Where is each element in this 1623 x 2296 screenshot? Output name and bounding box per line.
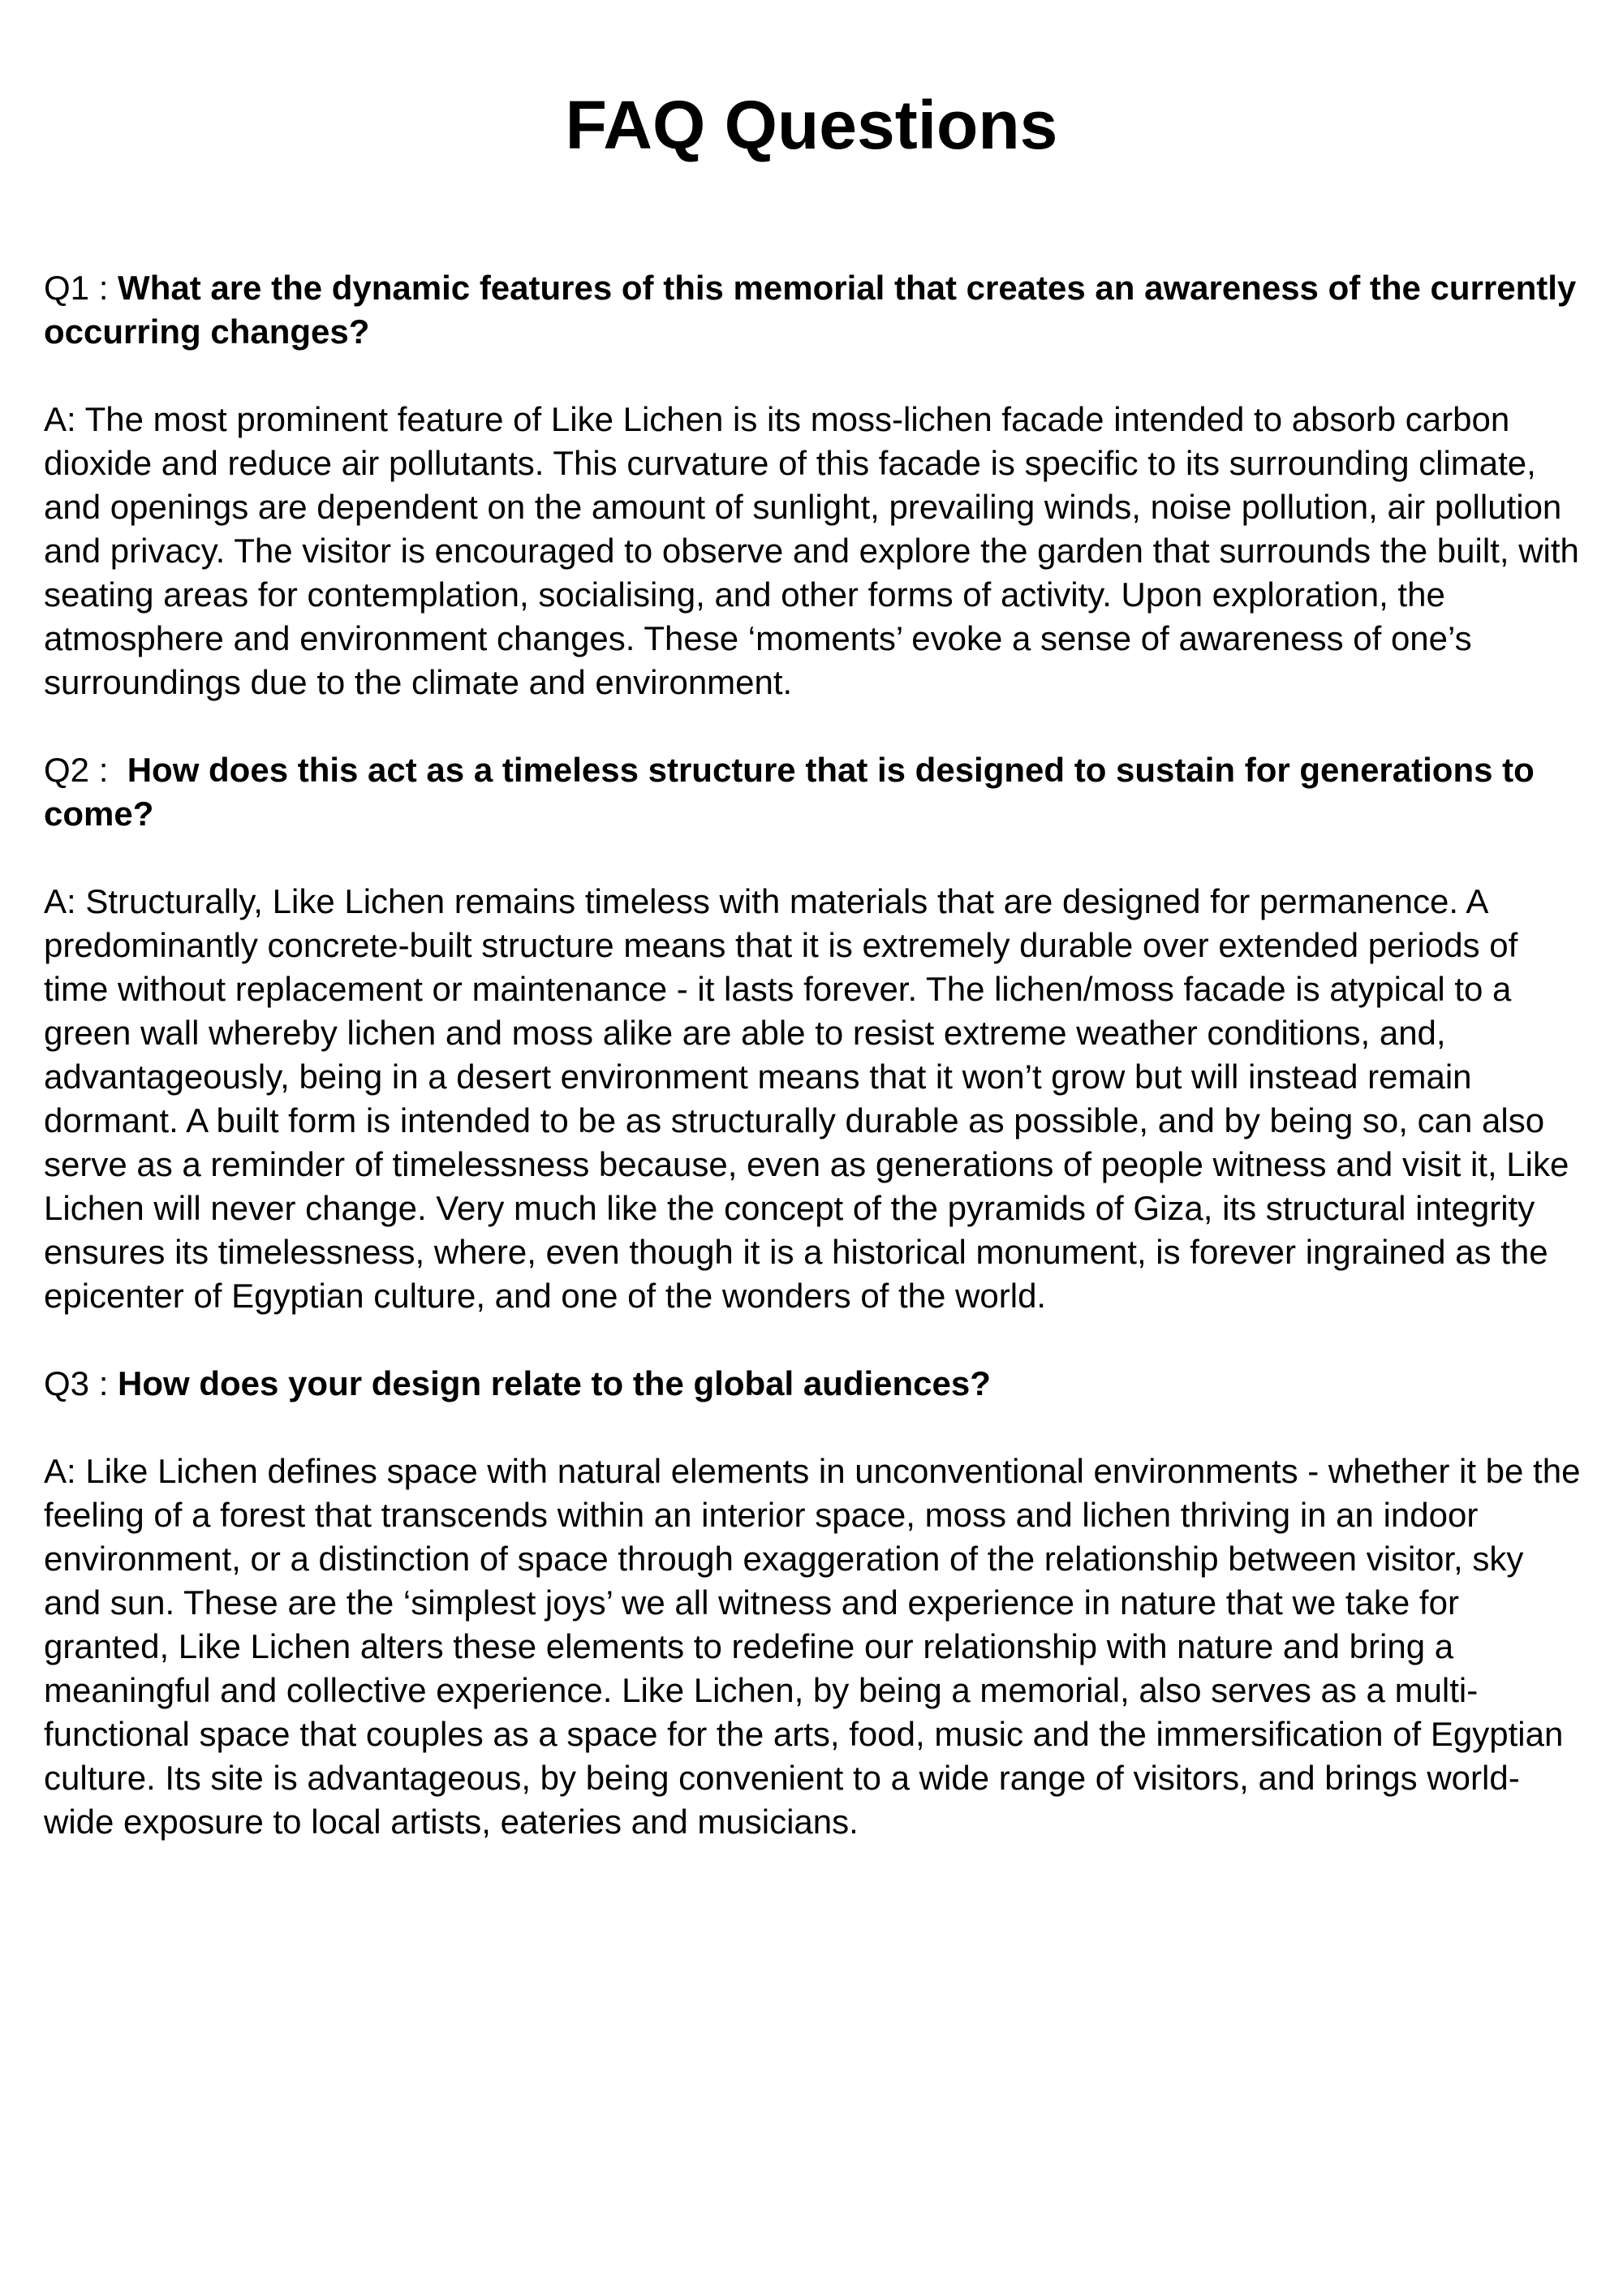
question-label: Q1 : [44,269,118,307]
question-text: How does this act as a timeless structure that is designed to sustain for generations to come? [44,751,1535,833]
faq-question [44,266,1586,354]
faq-question [44,748,1586,836]
faq-answer: A: The most prominent feature of Like Lichen is its moss-lichen facade intended to absorb carbon dioxide and reduce air pollutants. This curvature of this facade is specific to its surrounding climate, and openings are dependent on the amount of sunlight, prevailing winds, noise pollution, air pollution and privacy. The visitor is encouraged to observe and explore the garden that surrounds the built, with seating areas for contemplation, socialising, and other forms of activity. Upon exploration, the atmosphere and environment changes. These ‘moments’ evoke a sense of awareness of one’s surroundings due to the climate and environment. [44,400,1579,701]
faq-answer: A: Structurally, Like Lichen remains timeless with materials that are designed for permanence. A predominantly concrete-built structure means that it is extremely durable over extended periods of time without replacement or maintenance - it lasts forever. The lichen/moss facade is atypical to a green wall whereby lichen and moss alike are able to resist extreme weather conditions, and, advantageously, being in a desert environment means that it won’t grow but will instead remain dormant. A built form is intended to be as structurally durable as possible, and by being so, can also serve as a reminder of timelessness because, even as generations of people witness and visit it, Like Lichen will never change. Very much like the concept of the pyramids of Giza, its structural integrity ensures its timelessness, where, even though it is a historical monument, is forever ingrained as the epicenter of Egyptian culture, and one of the wonders of the world. [44,882,1569,1315]
faq-list [44,266,1586,1844]
question-label: Q2 : [44,751,127,789]
faq-question [44,1362,1586,1406]
faq-item-q1 [44,266,1586,704]
question-label: Q3 : [44,1364,118,1402]
page-title: FAQ Questions [565,87,1058,163]
faq-answer: A: Like Lichen defines space with natural elements in unconventional environments - whether it be the feeling of a forest that transcends within an interior space, moss and lichen thriving in an indoor environment, or a distinction of space through exaggeration of the relationship between visitor, sky and sun. These are the ‘simplest joys’ we all witness and experience in nature that we take for granted, Like Lichen alters these elements to redefine our relationship with nature and bring a meaningful and collective experience. Like Lichen, by being a memorial, also serves as a multi-functional space that couples as a space for the arts, food, music and the immersification of Egyptian culture. Its site is advantageous, by being convenient to a wide range of visitors, and brings world-wide exposure to local artists, eateries and musicians. [44,1452,1581,1841]
question-text: How does your design relate to the global audiences? [118,1364,991,1402]
document-page [44,0,1586,1888]
faq-item-q3 [44,1362,1586,1844]
faq-item-q2 [44,748,1586,1318]
question-text: What are the dynamic features of this memorial that creates an awareness of the currently occurring changes? [44,269,1577,351]
